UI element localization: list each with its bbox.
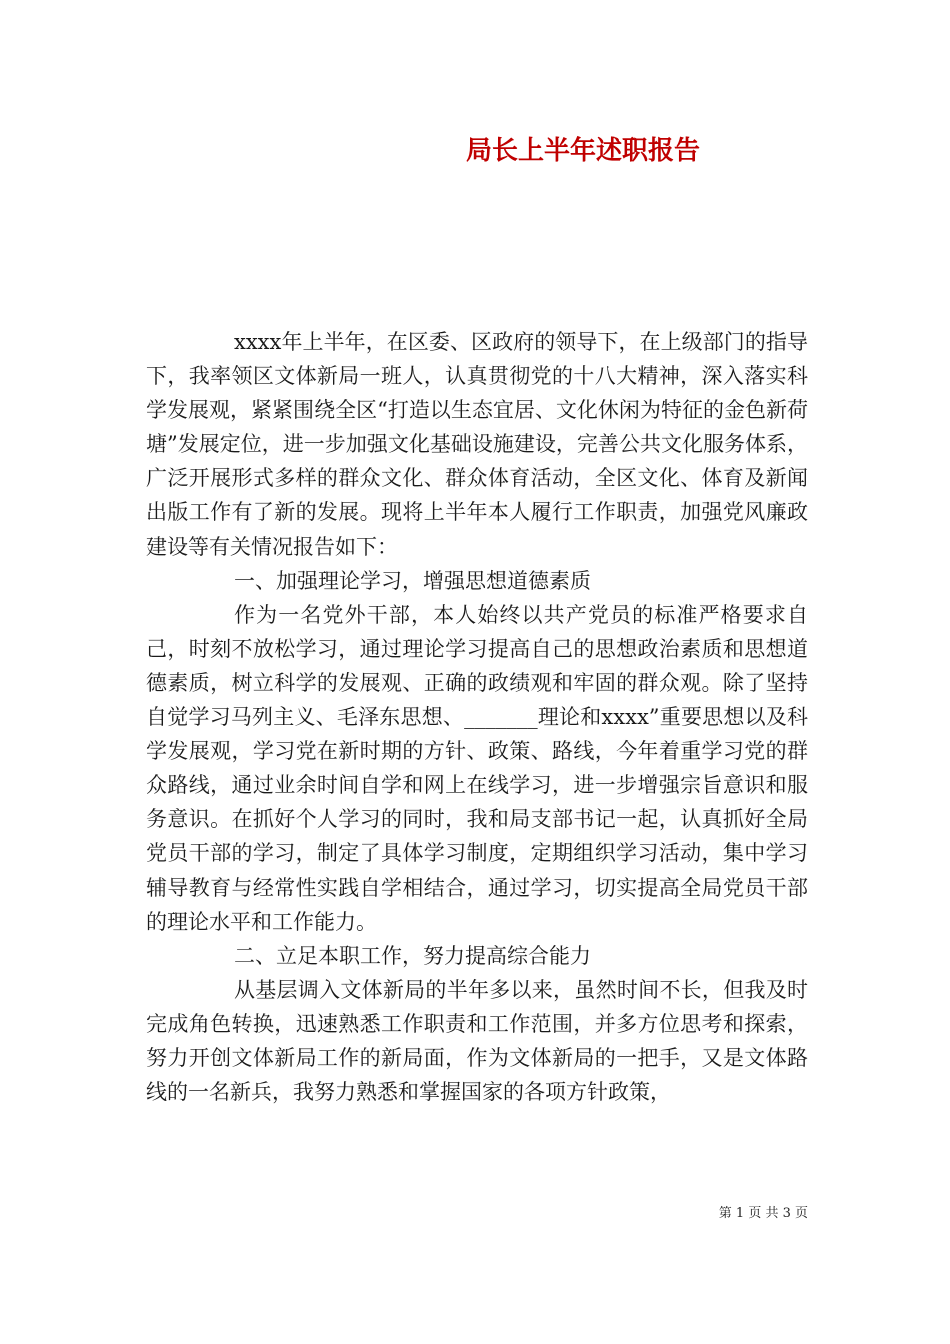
paragraph-intro: xxxx年上半年，在区委、区政府的领导下，在上级部门的指导下，我率领区文体新局一班人，认真贯彻党的十八大精神，深入落实科学发展观，紧紧围绕全区“打造以生态宜居、文化休闲为特征的金色新荷塘”发展定位，进一步加强文化基础设施建设，完善公共文化服务体系，广泛开展形式多样的群众文化、群众体育活动，全区文化、体育及新闻出版工作有了新的发展。现将上半年本人履行工作职责，加强党风廉政建设等有关情况报告如下：: [146, 330, 808, 559]
document-title: 局长上半年述职报告: [465, 136, 700, 166]
page-number-footer: 第 1 页 共 3 页: [718, 1206, 808, 1221]
document-body: [146, 325, 808, 1109]
section-heading-2: 二、立足本职工作，努力提高综合能力: [234, 943, 591, 968]
section-heading-1: 一、加强理论学习，增强思想道德素质: [234, 568, 591, 593]
paragraph-section-2: 从基层调入文体新局的半年多以来，虽然时间不长，但我及时完成角色转换，迅速熟悉工作职责和工作范围，并多方位思考和探索，努力开创文体新局工作的新局面，作为文体新局的一把手，又是文体路线的一名新兵，我努力熟悉和掌握国家的各项方针政策，: [146, 977, 808, 1105]
paragraph-section-1: 作为一名党外干部，本人始终以共产党员的标准严格要求自己，时刻不放松学习，通过理论学习提高自己的思想政治素质和思想道德素质，树立科学的发展观、正确的政绩观和牢固的群众观。除了坚持自觉学习马列主义、毛泽东思想、_______理论和xxxx”重要思想以及科学发展观，学习党在新时期的方针、政策、路线，今年着重学习党的群众路线，通过业余时间自学和网上在线学习，进一步增强宗旨意识和服务意识。在抓好个人学习的同时，我和局支部书记一起，认真抓好全局党员干部的学习，制定了具体学习制度，定期组织学习活动，集中学习辅导教育与经常性实践自学相结合，通过学习，切实提高全局党员干部的理论水平和工作能力。: [146, 602, 808, 934]
